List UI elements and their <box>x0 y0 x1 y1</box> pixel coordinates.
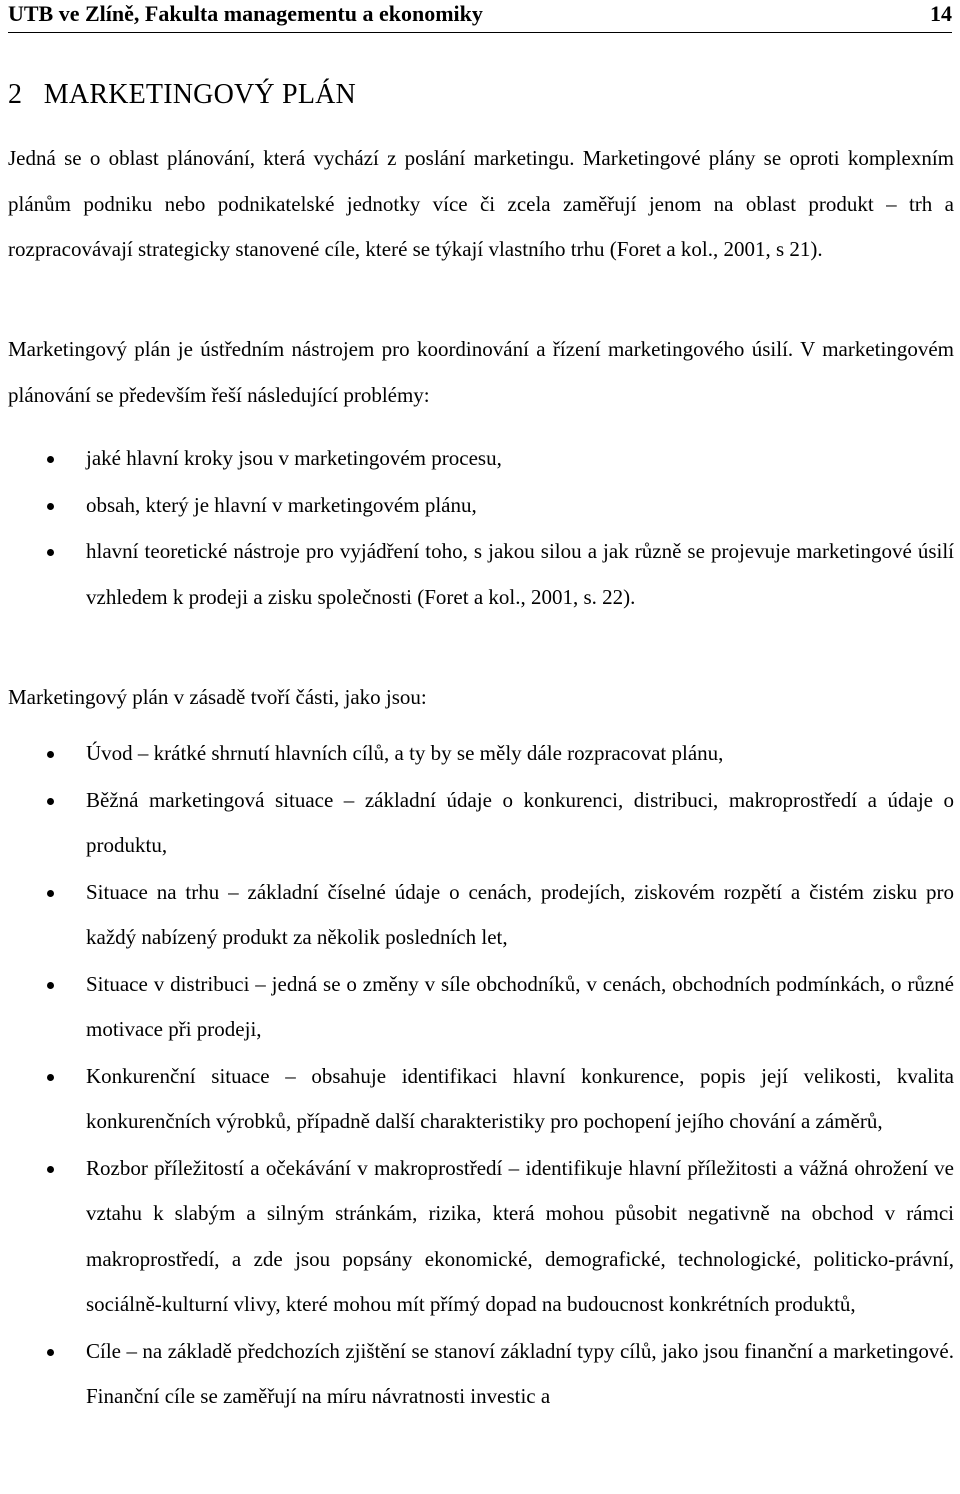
list-item: Situace na trhu – základní číselné údaje o cenách, prodejích, ziskovém rozpětí a čistém zisku pro každý nabízený produkt za několik posledních let, <box>0 870 954 961</box>
paragraph-plan-role: Marketingový plán je ústředním nástrojem pro koordinování a řízení marketingového úsilí. V marketingovém plánování se především řeší následující problémy: <box>8 337 954 407</box>
list-item: Běžná marketingová situace – základní údaje o konkurenci, distribuci, makroprostředí a údaje o produktu, <box>0 778 954 869</box>
list-item: Konkurenční situace – obsahuje identifikaci hlavní konkurence, popis její velikosti, kvalita konkurenčních výrobků, případně další charakteristiky pro pochopení jejího chování a záměrů, <box>0 1054 954 1145</box>
page-header <box>8 0 952 33</box>
bullet-icon <box>47 982 54 989</box>
problems-list <box>0 436 954 620</box>
bullet-icon <box>47 549 54 556</box>
bullet-icon <box>47 751 54 758</box>
bullet-icon <box>47 503 54 510</box>
list-item: Rozbor příležitostí a očekávání v makroprostředí – identifikuje hlavní příležitosti a vážná ohrožení ve vztahu k slabým a silným stránkám, rizika, která mohou působit negativně na obchod v rámci makroprostředí, a zde jsou popsány ekonomické, demografické, technologické, politicko-právní, sociálně-kulturní vlivy, které mohou mít přímý dopad na budoucnost konkrétních produktů, <box>0 1146 954 1328</box>
paragraph-intro: Jedná se o oblast plánování, která vychází z poslání marketingu. Marketingové plány se oproti komplexním plánům podniku nebo podnikatelské jednotky více či zcela zaměřují jenom na oblast produkt – trh a rozpracovávají strategicky stanovené cíle, které se týkají vlastního trhu (Foret a kol., 2001, s 21). <box>8 146 954 261</box>
paragraph-parts: Marketingový plán v zásadě tvoří části, jako jsou: <box>8 685 427 709</box>
header-title: UTB ve Zlíně, Fakulta managementu a ekonomiky <box>8 1 483 26</box>
list-item: Úvod – krátké shrnutí hlavních cílů, a ty by se měly dále rozpracovat plánu, <box>0 731 954 777</box>
list-item: obsah, který je hlavní v marketingovém plánu, <box>0 483 954 529</box>
list-item: Situace v distribuci – jedná se o změny v síle obchodníků, v cenách, obchodních podmínkách, o různé motivace při prodeji, <box>0 962 954 1053</box>
list-item: jaké hlavní kroky jsou v marketingovém procesu, <box>0 436 954 482</box>
bullet-icon <box>47 798 54 805</box>
bullet-icon <box>47 1349 54 1356</box>
chapter-title: 2 MARKETINGOVÝ PLÁN <box>8 79 356 110</box>
list-item: hlavní teoretické nástroje pro vyjádření toho, s jakou silou a jak různě se projevuje marketingové úsilí vzhledem k prodeji a zisku společnosti (Foret a kol., 2001, s. 22). <box>0 529 954 620</box>
bullet-icon <box>47 456 54 463</box>
list-item: Cíle – na základě předchozích zjištění se stanoví základní typy cílů, jako jsou finanční a marketingové. Finanční cíle se zaměřují na míru návratnosti investic a <box>0 1329 954 1420</box>
bullet-icon <box>47 890 54 897</box>
plan-parts-list <box>0 731 954 1420</box>
bullet-icon <box>47 1166 54 1173</box>
bullet-icon <box>47 1074 54 1081</box>
page-number: 14 <box>930 1 952 26</box>
